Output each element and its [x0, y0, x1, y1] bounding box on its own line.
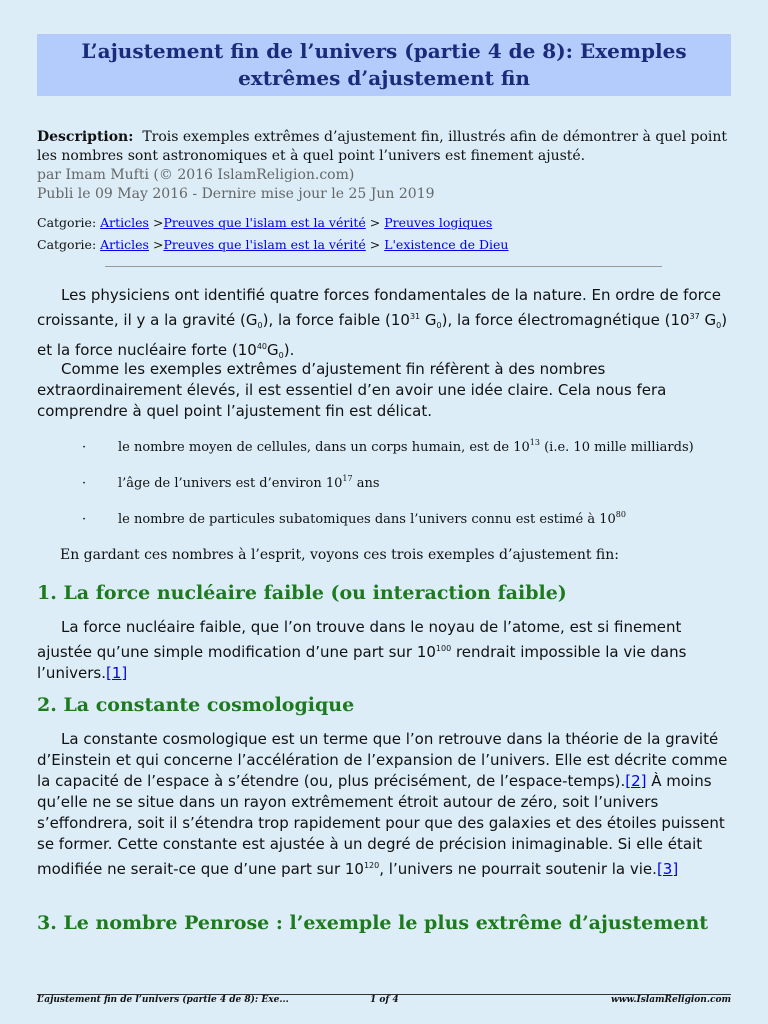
category-row: Catgorie: Articles >Preuves que l'islam est la vérité > L'existence de Dieu — [37, 237, 509, 252]
footer-site: www.IslamReligion.com — [611, 995, 731, 1005]
paragraph-cosmological-constant: La constante cosmologique est un terme que l’on retrouve dans la théorie de la gravité d’Einstein et qui concerne l’accélération de l’expansion de l’univers. Elle est décrite comme la capacité de l’espace à s’étendre (ou, plus précisément, de l’espace-temps).[2] À moins qu’elle ne se situe dans un rayon extrêmement étroit autour de zéro, soit l’univers s’effondrera, soit il s’étendra trop rapidement pour que des galaxies et des étoiles puissent se former. Cette constante est ajustée à un degré de précision inimaginable. Si elle était modifiée ne serait-ce que d’une part sur $10^{120}$, l’univers ne pourrait soutenir la vie.[3] — [37, 730, 728, 878]
author: par Imam Mufti (© 2016 IslamReligion.com) — [37, 167, 355, 183]
paragraph-intro: En gardant ces nombres à l’esprit, voyons ces trois exemples d’ajustement fin: — [60, 547, 619, 563]
footnote-link[interactable]: [1] — [105, 664, 128, 682]
category-link-existence-dieu[interactable]: L'existence de Dieu — [384, 237, 509, 252]
description-label: Description: — [37, 129, 134, 145]
category-row: Catgorie: Articles >Preuves que l'islam est la vérité > Preuves logiques — [37, 215, 493, 230]
article-meta — [37, 128, 737, 204]
heading-cosmological-constant: 2. La constante cosmologique — [37, 694, 355, 716]
divider — [105, 266, 662, 267]
footnote-link[interactable]: [2] — [625, 772, 647, 790]
heading-weak-force: 1. La force nucléaire faible (ou interaction faible) — [37, 582, 567, 604]
description — [37, 128, 737, 166]
list-item: · l’âge de l’univers est d’environ $10^{17}$ ans — [82, 474, 380, 491]
category-link-preuves-islam[interactable]: Preuves que l'islam est la vérité — [163, 237, 366, 252]
category-link-preuves-logiques[interactable]: Preuves logiques — [384, 215, 493, 230]
categories — [37, 212, 508, 256]
category-link-articles[interactable]: Articles — [100, 215, 149, 230]
category-link-preuves-islam[interactable]: Preuves que l'islam est la vérité — [163, 215, 366, 230]
description-text: Trois exemples extrêmes d’ajustement fin, illustrés afin de démontrer à quel point les nombres sont astronomiques et à quel point l’univers est finement ajusté. — [37, 129, 728, 164]
category-link-articles[interactable]: Articles — [100, 237, 149, 252]
list-item: · le nombre de particules subatomiques dans l’univers connu est estimé à $10^{80}$ — [82, 510, 626, 527]
title-banner — [37, 34, 731, 96]
published-date: Publi le 09 May 2016 - Dernire mise jour le 25 Jun 2019 — [37, 186, 435, 202]
footer-title: L’ajustement fin de l’univers (partie 4 de 8): Exe... — [37, 995, 289, 1005]
paragraph-weak-force: La force nucléaire faible, que l’on trouve dans le noyau de l’atome, est si finement ajustée qu’une simple modification d’une part sur $10^{100}$ rendrait impossible la vie dans l’univers.[1] — [37, 618, 687, 682]
page-title: L’ajustement fin de l’univers (partie 4 de 8): Exemples extrêmes d’ajustement fin — [81, 39, 687, 90]
footer-page-number: 1 of 4 — [370, 995, 399, 1005]
paragraph-forces: Les physiciens ont identifié quatre forces fondamentales de la nature. En ordre de force croissante, il y a la gravité $(G_0)$, la force faible ($10^{31}$ $G_0$), la force électromagnétique ($10^{37}$ $G_0$) et la force nucléaire forte $(10^{40}G_0)$. — [37, 286, 728, 360]
list-item: · le nombre moyen de cellules, dans un corps humain, est de $10^{13}$ (i.e. 10 mille milliards) — [82, 438, 694, 455]
heading-penrose: 3. Le nombre Penrose : l’exemple le plus extrême d’ajustement — [37, 912, 709, 934]
footnote-link[interactable]: [3] — [656, 860, 679, 878]
paragraph-numbers: Comme les exemples extrêmes d’ajustement fin réfèrent à des nombres extraordinairement élevés, il est essentiel d’en avoir une idée claire. Cela nous fera comprendre à quel point l’ajustement fin est délicat. — [37, 360, 667, 420]
